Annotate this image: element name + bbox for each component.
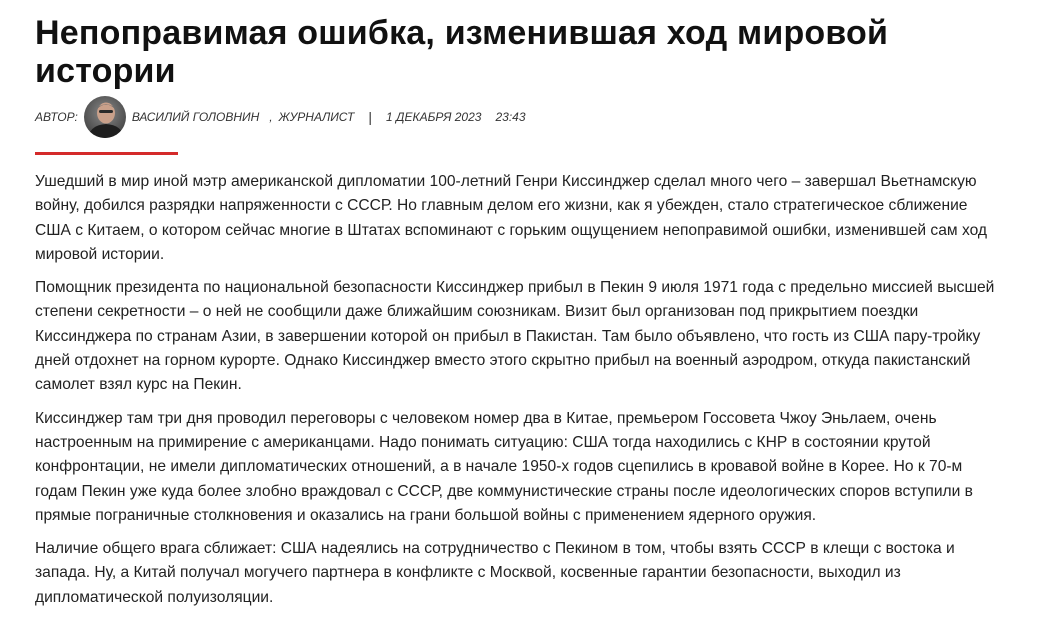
author-avatar[interactable] — [84, 96, 126, 138]
article-body — [35, 170, 995, 619]
author-name-link[interactable]: ВАСИЛИЙ ГОЛОВНИН — [131, 110, 260, 124]
publish-time: 23:43 — [495, 110, 526, 124]
title-underline-divider — [35, 152, 178, 155]
article-title: Непоправимая ошибка, изменившая ход мировой истории — [35, 14, 889, 90]
avatar-photo-icon — [84, 96, 126, 138]
article-paragraph: Помощник президента по национальной безопасности Киссинджер прибыл в Пекин 9 июля 1971 года с предельно миссией высшей степени секретности – о ней не сообщили даже ближайшим союзникам. Визит был организован под прикрытием поездки Киссинджера по странам Азии, в завершении которой он прибыл в Пакистан. Там было объявлено, что гость из США пару-тройку дней отдохнет на горном курорте. Однако Киссинджер вместо этого скрытно прибыл на военный аэродром, откуда пакистанский самолет взял курс на Пекин. — [35, 279, 995, 394]
author-label: АВТОР: — [35, 110, 78, 124]
article-paragraph: Киссинджер там три дня проводил переговоры с человеком номер два в Китае, премьером Госсовета Чжоу Эньлаем, очень настроенным на примирение с американцами. Надо понимать ситуацию: США тогда находились с КНР в состоянии крутой конфронтации, не имели дипломатических отношений, а в начале 1950-х годов сцепились в кровавой войне в Корее. Но к 70-м годам Пекин уже куда более злобно враждовал с СССР, две коммунистические страны после идеологических споров вступили в прямые пограничные столкновения и оказались на грани большой войны с применением ядерного оружия. — [35, 409, 973, 524]
publish-date: 1 ДЕКАБРЯ 2023 — [386, 110, 482, 124]
article-meta — [35, 96, 735, 138]
author-role: ЖУРНАЛИСТ — [278, 110, 355, 124]
article-paragraph: Ушедший в мир иной мэтр американской дипломатии 100-летний Генри Киссинджер сделал много чего – завершал Вьетнамскую войну, добился разрядки напряженности с СССР. Но главным делом его жизни, как я убежден, стало стратегическое сближение США с Китаем, о котором сейчас многие в Штатах вспоминают с горьким ощущением непоправимой ошибки, изменившей сам ход мировой истории. — [35, 173, 988, 263]
article-paragraph: Наличие общего врага сближает: США надеялись на сотрудничество с Пекином в том, чтобы взять СССР в клещи с востока и запада. Ну, а Китай получал могучего партнера в конфликте с Москвой, косвенные гарантии безопасности, выходил из дипломатической полуизоляции. — [35, 540, 955, 606]
meta-separator: | — [368, 109, 373, 125]
meta-comma: , — [269, 110, 273, 124]
